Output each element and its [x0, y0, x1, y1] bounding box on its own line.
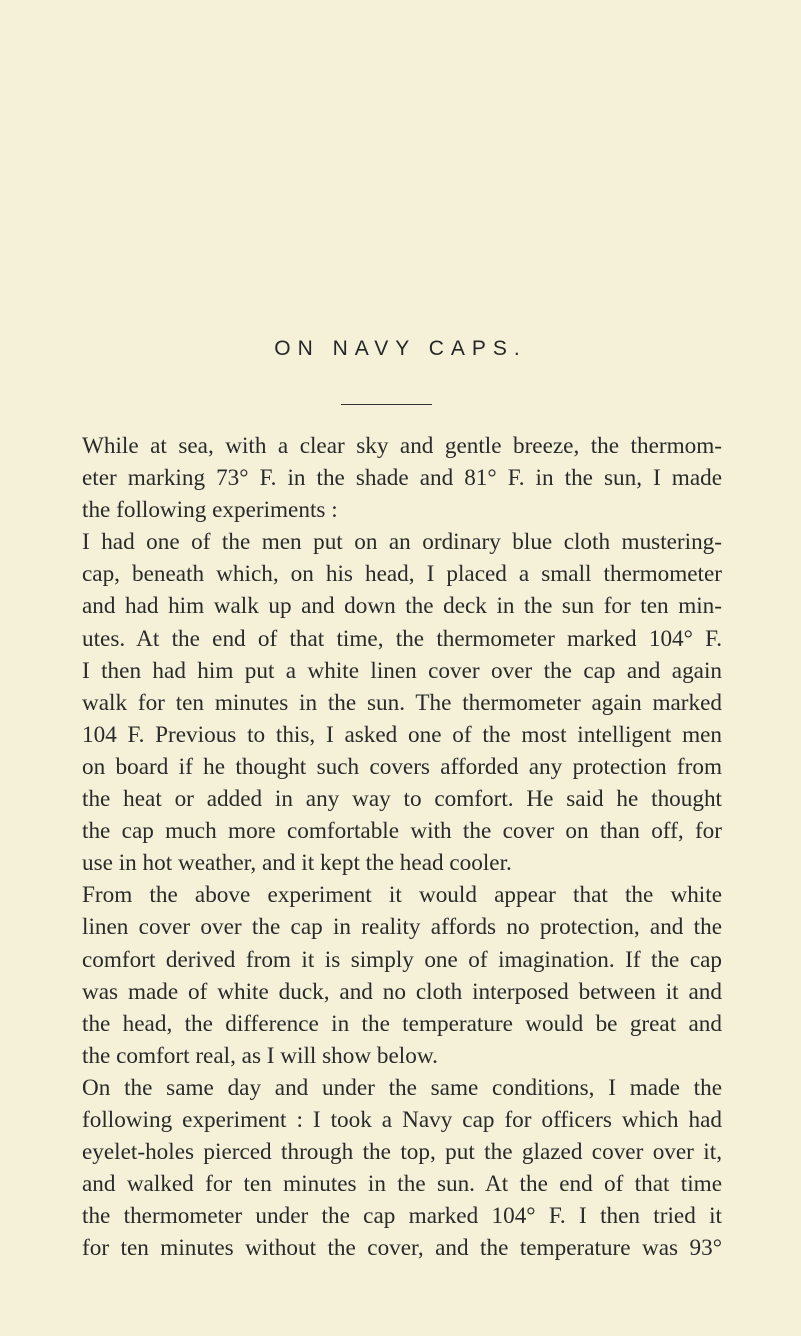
text-line: following experiment : I took a Navy cap for officers which had	[82, 1106, 722, 1133]
chapter-title: ON NAVY CAPS.	[274, 337, 527, 360]
text-line: for ten minutes without the cover, and the temperature was 93°	[82, 1235, 722, 1262]
text-line: linen cover over the cap in reality affords no protection, and the	[82, 914, 722, 941]
text-line: use in hot weather, and it kept the head cooler.	[82, 850, 512, 877]
text-line: While at sea, with a clear sky and gentle breeze, the thermom-	[82, 433, 722, 459]
text-line: On the same day and under the same conditions, I made the	[82, 1074, 722, 1101]
text-line: cap, beneath which, on his head, I placed a small thermometer	[82, 561, 722, 588]
text-line: and had him walk up and down the deck in the sun for ten min-	[82, 593, 722, 620]
body-text	[82, 430, 722, 1264]
text-line: the cap much more comfortable with the cover on than off, for	[82, 818, 722, 845]
text-line: the thermometer under the cap marked 104° F. I then tried it	[82, 1203, 722, 1230]
text-line: 104 F. Previous to this, I asked one of the most intelligent men	[82, 721, 722, 748]
text-line: eter marking 73° F. in the shade and 81° F. in the sun, I made	[82, 465, 722, 492]
text-line: utes. At the end of that time, the thermometer marked 104° F.	[82, 625, 722, 652]
text-line: on board if he thought such covers afforded any protection from	[82, 753, 722, 780]
text-line: comfort derived from it is simply one of imagination. If the cap	[82, 946, 722, 973]
text-line: From the above experiment it would appear that the white	[82, 882, 722, 909]
text-line: the heat or added in any way to comfort. He said he thought	[82, 786, 722, 813]
text-line: and walked for ten minutes in the sun. At the end of that time	[82, 1171, 722, 1198]
title-rule	[341, 404, 432, 405]
text-line: I then had him put a white linen cover over the cap and again	[82, 657, 722, 684]
text-line: the head, the difference in the temperature would be great and	[82, 1010, 722, 1037]
text-line: the comfort real, as I will show below.	[82, 1042, 438, 1069]
text-line: was made of white duck, and no cloth interposed between it and	[82, 978, 722, 1005]
text-line: walk for ten minutes in the sun. The thermometer again marked	[82, 689, 722, 716]
text-line: eyelet-holes pierced through the top, put the glazed cover over it,	[82, 1139, 722, 1166]
text-line: the following experiments :	[82, 497, 338, 524]
text-line: I had one of the men put on an ordinary blue cloth mustering-	[82, 529, 722, 556]
